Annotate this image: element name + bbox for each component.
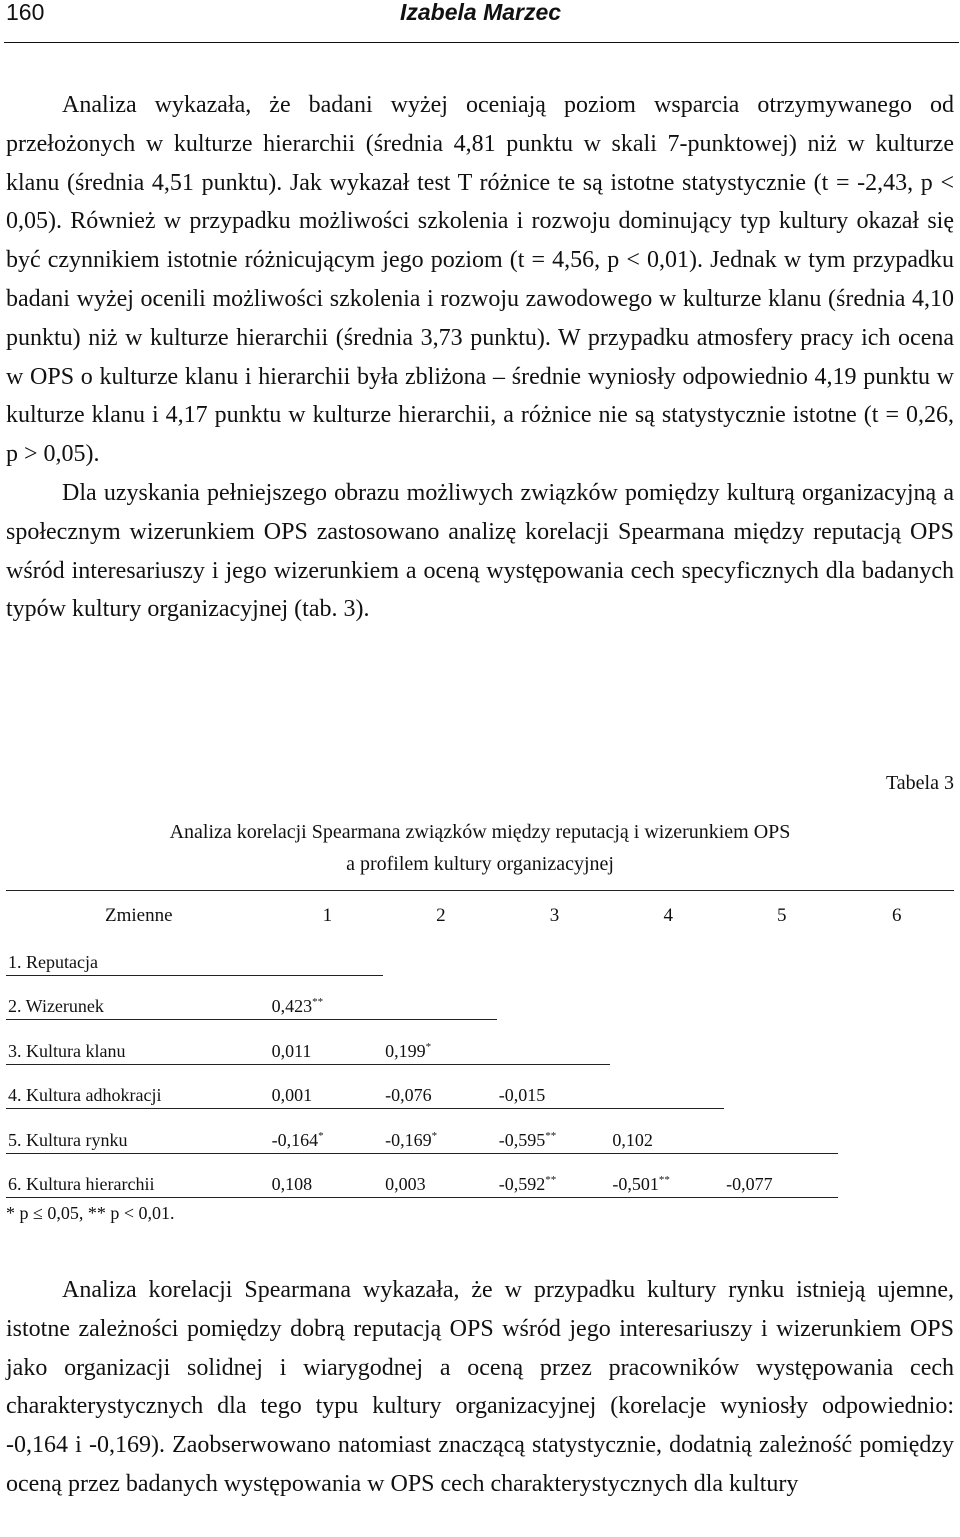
correlation-cell — [270, 1109, 384, 1154]
correlation-value: -0,015 — [498, 1085, 546, 1105]
correlation-value: 0,001 — [271, 1085, 313, 1105]
paragraph: Dla uzyskania pełniejszego obrazu możliwych związków pomiędzy kulturą organizacyjną a społecznym wizerunkiem OPS zastosowano analizę korelacji Spearmana między reputacją OPS wśród interesariuszy i jego wizerunkiem a oceną występowania cech specyficznych dla badanych typów kultury organizacyjnej (tab. 3). — [6, 479, 954, 623]
row-label: 4. Kultura adhokracji — [6, 1064, 270, 1109]
correlation-cell — [270, 975, 384, 1020]
table-row — [6, 1153, 954, 1198]
table-body — [6, 931, 954, 1198]
correlation-cell — [497, 1064, 611, 1109]
correlation-value: -0,164 — [271, 1129, 319, 1150]
correlation-cell — [383, 1064, 497, 1109]
body-text-bottom — [6, 1271, 954, 1504]
table-number: Tabela 3 — [885, 772, 954, 794]
empty-cell — [610, 1020, 724, 1065]
significance-mark: * — [318, 1129, 324, 1142]
correlation-cell — [383, 1109, 497, 1154]
empty-cell — [497, 975, 611, 1020]
correlation-value: -0,169 — [385, 1129, 432, 1150]
empty-cell — [610, 1064, 724, 1109]
table-caption-line: Analiza korelacji Spearmana związków między reputacją i wizerunkiem OPS — [169, 821, 791, 843]
empty-cell — [838, 1020, 955, 1065]
row-label: 5. Kultura rynku — [6, 1109, 270, 1154]
empty-cell — [610, 975, 724, 1020]
empty-cell — [610, 931, 724, 975]
row-label: 1. Reputacja — [6, 931, 270, 975]
column-header: 5 — [724, 891, 837, 932]
correlation-cell — [497, 1109, 611, 1154]
significance-mark: ** — [545, 1129, 557, 1142]
row-label: 3. Kultura klanu — [6, 1020, 270, 1065]
empty-cell — [383, 975, 497, 1020]
empty-cell — [724, 1109, 837, 1154]
correlation-cell — [610, 1109, 724, 1154]
correlation-cell — [497, 1153, 611, 1198]
paragraph: Analiza wykazała, że badani wyżej oceniają poziom wsparcia otrzymywanego od przełożonych w kulturze hierarchii (średnia 4,81 punktu w skali 7-punktowej) niż w kulturze klanu (średnia 4,51 punktu). Jak wykazał test T różnice te są istotne statystycznie (t = -2,43, p < 0,05). Również w przypadku możliwości szkolenia i rozwoju dominujący typ kultury okazał się być czynnikiem istotnie różnicującym jego poziom (t = 4,56, p < 0,01). Jednak w tym przypadku badani wyżej ocenili możliwości szkolenia i rozwoju zawodowego w kulturze klanu (średnia 4,10 punktu) niż w kulturze hierarchii (średnia 3,73 punktu). W przypadku atmosfery pracy ich ocena w OPS o kulturze klanu i hierarchii była zbliżona – średnie wyniosły odpowiednio 4,19 punktu w kulturze klanu i 4,17 punktu w kulturze hierarchii, a różnice nie są statystycznie istotne (t = 0,26, p > 0,05). — [6, 92, 954, 468]
empty-cell — [724, 975, 837, 1020]
correlation-cell — [270, 1153, 384, 1198]
paragraph: Analiza korelacji Spearmana wykazała, że w przypadku kultury rynku istnieją ujemne, istotne zależności pomiędzy dobrą reputacją OPS wśród jego interesariuszy i wizerunkiem OPS jako organizacji solidnej i wiarygodnej a oceną przez pracowników występowania cech charakterystycznych dla tego typu kultury organizacyjnej (korelacje wyniosły odpowiednio: -0,164 i -0,169). Zaobserwowano natomiast znaczącą statystycznie, dodatnią zależność pomiędzy oceną przez badanych występowania w OPS cech charakterystycznych dla kultury — [6, 1277, 954, 1497]
table-caption-line: a profilem kultury organizacyjnej — [346, 853, 614, 875]
header-rule — [4, 42, 959, 43]
empty-cell — [838, 1153, 955, 1198]
column-header: 2 — [383, 891, 497, 932]
page-header — [0, 0, 960, 44]
column-header: 4 — [610, 891, 724, 932]
empty-cell — [838, 931, 955, 975]
table-row — [6, 1064, 954, 1109]
body-text-top — [6, 86, 954, 629]
empty-cell — [270, 931, 384, 975]
correlation-cell — [724, 1153, 837, 1198]
running-title: Izabela Marzec — [400, 0, 562, 25]
correlation-table — [6, 890, 954, 1198]
significance-mark: * — [431, 1129, 438, 1142]
significance-mark: ** — [312, 996, 324, 1008]
empty-cell — [724, 1064, 837, 1109]
empty-cell — [497, 931, 611, 975]
significance-mark: * — [425, 1040, 432, 1053]
column-header: 6 — [838, 891, 955, 932]
table-footnote: * p ≤ 0,05, ** p < 0,01. — [6, 1203, 175, 1223]
column-header: Zmienne — [6, 891, 270, 932]
page-number: 160 — [6, 0, 45, 25]
correlation-value: 0,102 — [612, 1129, 653, 1150]
correlation-value: 0,199 — [385, 1040, 426, 1061]
empty-cell — [838, 1064, 955, 1109]
correlation-value: 0,108 — [271, 1174, 313, 1194]
table-row — [6, 975, 954, 1020]
correlation-value: 0,423 — [271, 996, 313, 1016]
empty-cell — [838, 975, 955, 1020]
table-row — [6, 1109, 954, 1154]
correlation-cell — [270, 1020, 384, 1065]
table-caption — [0, 816, 960, 880]
correlation-value: -0,595 — [498, 1129, 546, 1150]
correlation-cell — [383, 1020, 497, 1065]
table-row — [6, 1020, 954, 1065]
correlation-value: 0,003 — [385, 1174, 426, 1194]
correlation-value: -0,501 — [612, 1174, 659, 1194]
empty-cell — [724, 931, 837, 975]
empty-cell — [497, 1020, 611, 1065]
column-header: 3 — [497, 891, 611, 932]
empty-cell — [383, 931, 497, 975]
correlation-value: 0,011 — [271, 1040, 312, 1061]
column-header: 1 — [270, 891, 384, 932]
correlation-cell — [610, 1153, 724, 1198]
table-row — [6, 931, 954, 975]
significance-mark: ** — [545, 1174, 557, 1186]
correlation-cell — [270, 1064, 384, 1109]
row-label: 2. Wizerunek — [6, 975, 270, 1020]
correlation-value: -0,077 — [726, 1174, 773, 1194]
correlation-value: -0,076 — [385, 1085, 432, 1105]
table-header-row — [6, 891, 954, 932]
correlation-value: -0,592 — [498, 1174, 546, 1194]
significance-mark: ** — [658, 1174, 670, 1186]
empty-cell — [838, 1109, 955, 1154]
empty-cell — [724, 1020, 837, 1065]
correlation-cell — [383, 1153, 497, 1198]
row-label: 6. Kultura hierarchii — [6, 1153, 270, 1198]
